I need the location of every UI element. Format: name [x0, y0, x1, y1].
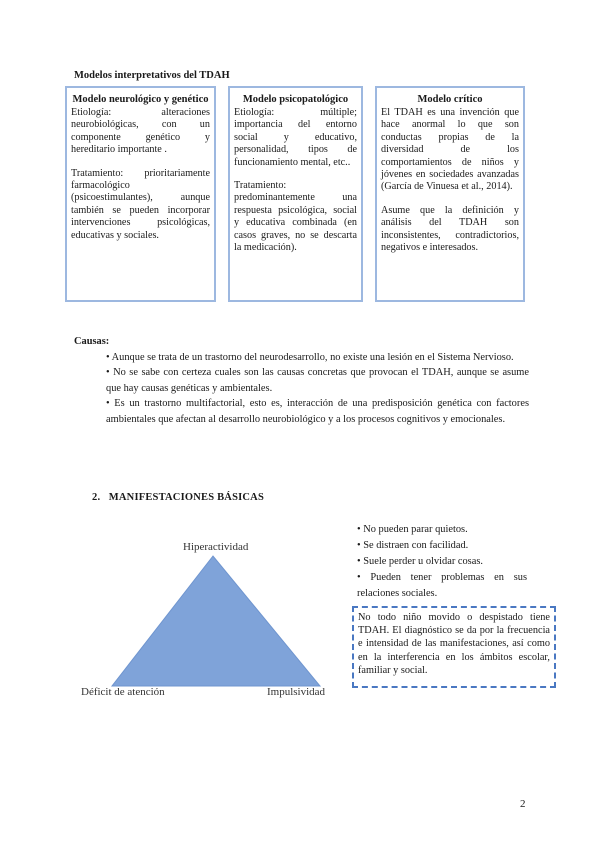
model-paragraph: Tratamiento: predominantemente una respuesta psicológica, social y educativa combinada (en casos graves, no se descarta la medicación).: [234, 180, 357, 254]
manifestations-list: [357, 522, 527, 602]
model-title: Modelo crítico: [417, 94, 483, 105]
section-number: 2.: [92, 492, 101, 503]
triangle-label-right: Impulsividad: [267, 686, 326, 698]
model-paragraph: El TDAH es una invención que hace anormal lo que son conductas propias de la diversidad de los comportamientos de niños y jóvenes en sociedades avanzadas (García de Vinuesa et al., 2014).: [381, 107, 519, 193]
causes-label: Causas:: [74, 336, 110, 347]
list-item: • Pueden tener problemas en sus relaciones sociales.: [357, 572, 527, 599]
model-title: Modelo psicopatológico: [242, 94, 349, 105]
model-paragraph: Etiología: alteraciones neurobiológicas, con un componente genético y hereditario importante .: [71, 107, 210, 156]
triangle-label-left: Déficit de atención: [81, 686, 165, 698]
page-number: 2: [520, 798, 526, 810]
triangle-shape: [112, 556, 320, 686]
list-item: • Se distraen con facilidad.: [357, 540, 469, 551]
section-heading: [92, 492, 264, 503]
cause-item: • No se sabe con certeza cuales son las causas concretas que provocan el TDAH, aunque se asume que hay causas genéticas y ambientales.: [106, 367, 529, 394]
list-item: • Suele perder u olvidar cosas.: [357, 556, 483, 567]
section-title-text: MANIFESTACIONES BÁSICAS: [108, 492, 264, 503]
model-box-neurological: [65, 86, 216, 302]
triangle-diagram: [108, 554, 324, 688]
model-paragraph: Etiología: múltiple; importancia del entorno social y educativo, personalidad, tipos de funcionamiento mental, etc..: [234, 107, 357, 168]
model-box-psychopathological: [228, 86, 363, 302]
model-paragraph: Tratamiento: prioritariamente farmacológico (psicoestimulantes), aunque también se pueden incorporar intervenciones psicológicas, educativas y sociales.: [71, 167, 210, 241]
cause-item: • Es un trastorno multifactorial, esto es, interacción de una predisposición genética con factores ambientales que afectan al desarrollo neurobiológico y a los procesos cognitivos y emocionales.: [106, 398, 529, 425]
diagnosis-note: No todo niño movido o despistado tiene TDAH. El diagnóstico se da por la frecuencia e intensidad de las manifestaciones, así como en la interferencia en los ámbitos escolar, familiar y social.: [352, 606, 556, 688]
model-title: Modelo neurológico y genético: [72, 94, 209, 105]
model-paragraph: Asume que la definición y análisis del TDAH son inconsistentes, contradictorios, negativos e interesados.: [381, 204, 519, 254]
triangle-label-top: Hiperactividad: [183, 541, 249, 553]
cause-item: • Aunque se trata de un trastorno del neurodesarrollo, no existe una lesión en el Sistema Nervioso.: [106, 351, 514, 363]
list-item: • No pueden parar quietos.: [357, 524, 468, 535]
model-box-critical: [375, 86, 525, 302]
section-title: Modelos interpretativos del TDAH: [74, 70, 230, 81]
causes-section: [74, 334, 529, 427]
